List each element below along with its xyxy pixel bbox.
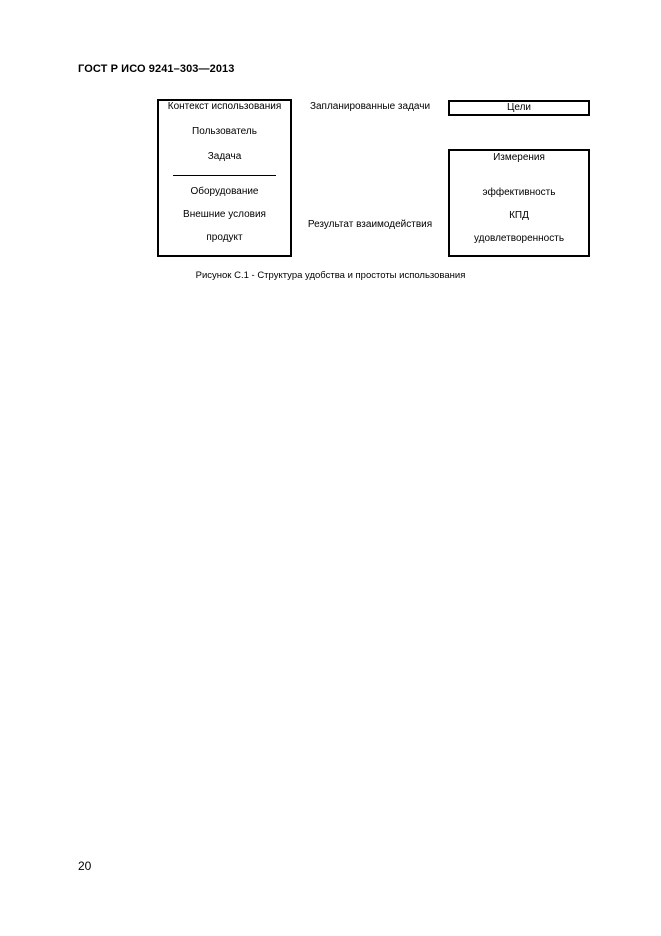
context-box-divider bbox=[173, 175, 276, 176]
goals-box-title: Цели bbox=[506, 102, 532, 113]
document-header: ГОСТ Р ИСО 9241–303—2013 bbox=[78, 63, 235, 75]
measure-item-satisfaction: удовлетворенность bbox=[473, 233, 565, 244]
context-item-task: Задача bbox=[207, 151, 242, 162]
figure-caption: Рисунок С.1 - Структура удобства и простоты использования bbox=[195, 270, 466, 281]
measure-item-effectiveness: эффективность bbox=[482, 187, 556, 198]
measures-box bbox=[448, 149, 590, 257]
context-item-equipment: Оборудование bbox=[190, 186, 259, 197]
interaction-result-label: Результат взаимодействия bbox=[307, 219, 433, 230]
planned-tasks-label: Запланированные задачи bbox=[309, 101, 431, 112]
measures-box-title: Измерения bbox=[493, 152, 545, 163]
goals-box bbox=[448, 100, 590, 116]
page-number: 20 bbox=[78, 859, 92, 873]
context-item-environment: Внешние условия bbox=[183, 209, 266, 220]
context-item-product: продукт bbox=[206, 232, 243, 243]
context-box-title: Контекст использования bbox=[167, 101, 282, 112]
context-item-user: Пользователь bbox=[192, 126, 257, 137]
measure-item-efficiency: КПД bbox=[509, 210, 529, 221]
context-of-use-box bbox=[157, 99, 292, 257]
